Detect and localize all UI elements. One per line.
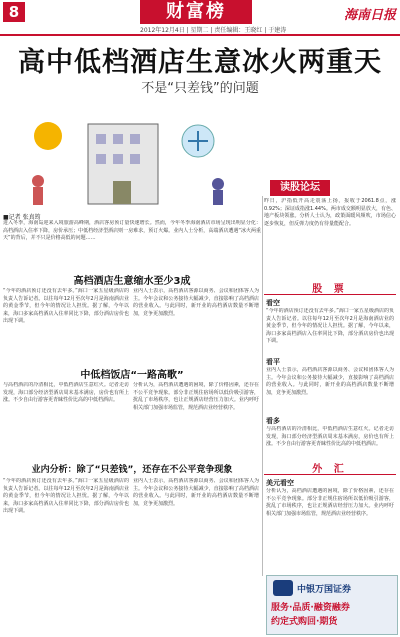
ad-brand: 中银万国证券	[297, 585, 352, 595]
advertisement[interactable]	[266, 575, 398, 635]
fx-text: 分析认为，高档酒店遭遇的困境，除了价格因素，还存在不公平竞争现象。部分非正规住宿场所以低价吸引游客，扰乱了市场秩序，也让正规酒店经营压力加大。业内呼吁相关部门加强市场监管，规范酒店业经营秩序。	[266, 488, 394, 517]
lead-paragraph: 进入冬季，海南岛迎来入境旅游高峰期，酒店客房预订量快速增长。然而，今年冬季海南酒店市场呈现出明显分化：高档酒店入住率下降，房价承压；中低档经济型酒店则一房难求，预订火爆。业内人士分析，高端酒店遭遇“冰火两重天”的背后，并不只是价格高低的问题……	[3, 220, 261, 241]
bank-logo-icon	[273, 580, 293, 596]
header-rule	[0, 34, 400, 36]
stocks-neutral-text: 业内人士表示，高档酒店客源以商务、会议和团体客人为主。今年会议和公务接待大幅减少，直接影响了高档酒店的营业收入。与此同时，新开业的高档酒店数量不断增加，竞争更加激烈。	[266, 367, 394, 396]
section-heading-1: 高档酒店生意缩水至少3成	[73, 276, 191, 287]
reporter-byline: ■记者 张真筠	[3, 214, 41, 221]
newspaper-logo: 海南日报	[343, 8, 396, 23]
illustration-label: 读股论坛	[270, 180, 330, 196]
stocks-bearish-text: “今年的酒店预订还没有去年多。”海口一家五星级酒店的负责人告诉记者。以往每年12月至次年2月是海南酒店业的黄金季节，但今年的情况让人担忧。据了解，今年以来，海口多家高档酒店入住率同比下降，部分酒店房价也出现下调。	[266, 308, 394, 344]
snowflake-icon	[182, 125, 214, 157]
section-heading-3: 业内分析：除了“只差钱”，还存在不公平竞争现象	[31, 465, 233, 475]
stocks-title: 股 票	[312, 284, 348, 295]
hotel-illustration	[8, 96, 253, 216]
issue-meta: 2012年12月4日 | 星期二 | 责任编辑：王晓红 | 于建涛	[140, 27, 287, 34]
masthead	[0, 0, 400, 24]
section-heading-2: 中低档饭店“一路高歌”	[80, 370, 184, 381]
stocks-bullish-text: 与高档酒店的冷清相比，中低档酒店生意红火。记者走访发现，海口部分经济型酒店周末基本满房，房价也有所上涨。不少自由行游客更青睐性价比高的中低档酒店。	[266, 426, 394, 447]
hotel-building-icon	[88, 124, 158, 204]
ad-line-1: 服务·品质·融资融券	[271, 603, 350, 613]
section-title: 财富榜	[140, 0, 252, 24]
body-col-4: 分析认为，高档酒店遭遇的困境，除了价格因素，还存在不公平竞争现象。部分非正规住宿场所以低价吸引游客，扰乱了市场秩序，也让正规酒店经营压力加大。业内呼吁相关部门加强市场监管，规范酒店业经营秩序。	[133, 382, 259, 411]
body-col-2: 业内人士表示，高档酒店客源以商务、会议和团体客人为主。今年会议和公务接待大幅减少，直接影响了高档酒店的营业收入。与此同时，新开业的高档酒店数量不断增加，竞争更加激烈。	[133, 288, 259, 317]
body-col-3: 与高档酒店的冷清相比，中低档酒店生意红火。记者走访发现，海口部分经济型酒店周末基本满房，房价也有所上涨。不少自由行游客更青睐性价比高的中低档酒店。	[3, 382, 129, 403]
fx-usd-label: 美元看空	[266, 479, 294, 487]
headline: 高中低档酒店生意冰火两重天	[18, 47, 382, 78]
stocks-rule	[264, 294, 396, 295]
body-col-1: “今年的酒店预订还没有去年多。”海口一家五星级酒店的负责人告诉记者。以往每年12月至次年2月是海南酒店业的黄金季节，但今年的情况让人担忧。据了解，今年以来，海口多家高档酒店入住率同比下降，部分酒店房价也出现下调。	[3, 288, 129, 324]
column-divider	[262, 196, 263, 576]
fx-title: 外 汇	[312, 464, 348, 475]
stocks-bearish-label: 看空	[266, 299, 280, 307]
fx-rule	[264, 474, 396, 475]
side-lead-paragraph: 昨日，沪指低开高走震荡上扬，报收于2061.8点，涨0.92%；深证成指涨1.44%。两市成交额明显放大，有色、地产板块领涨。分析人士认为，政策面暖风频吹，市场信心逐步恢复，但反弹力度仍有待量能配合。	[264, 198, 396, 227]
ad-line-2: 约定式购回·期货	[271, 617, 338, 627]
stocks-neutral-label: 看平	[266, 358, 280, 366]
stocks-bullish-label: 看多	[266, 417, 280, 425]
sun-icon	[34, 122, 62, 150]
page-number: 8	[3, 2, 25, 22]
body-col-5: “今年的酒店预订还没有去年多。”海口一家五星级酒店的负责人告诉记者。以往每年12月至次年2月是海南酒店业的黄金季节，但今年的情况让人担忧。据了解，今年以来，海口多家高档酒店入住率同比下降，部分酒店房价也出现下调。	[3, 478, 129, 514]
body-col-6: 业内人士表示，高档酒店客源以商务、会议和团体客人为主。今年会议和公务接待大幅减少，直接影响了高档酒店的营业收入。与此同时，新开业的高档酒店数量不断增加，竞争更加激烈。	[133, 478, 259, 507]
subheadline: 不是“只差钱”的问题	[141, 81, 259, 96]
